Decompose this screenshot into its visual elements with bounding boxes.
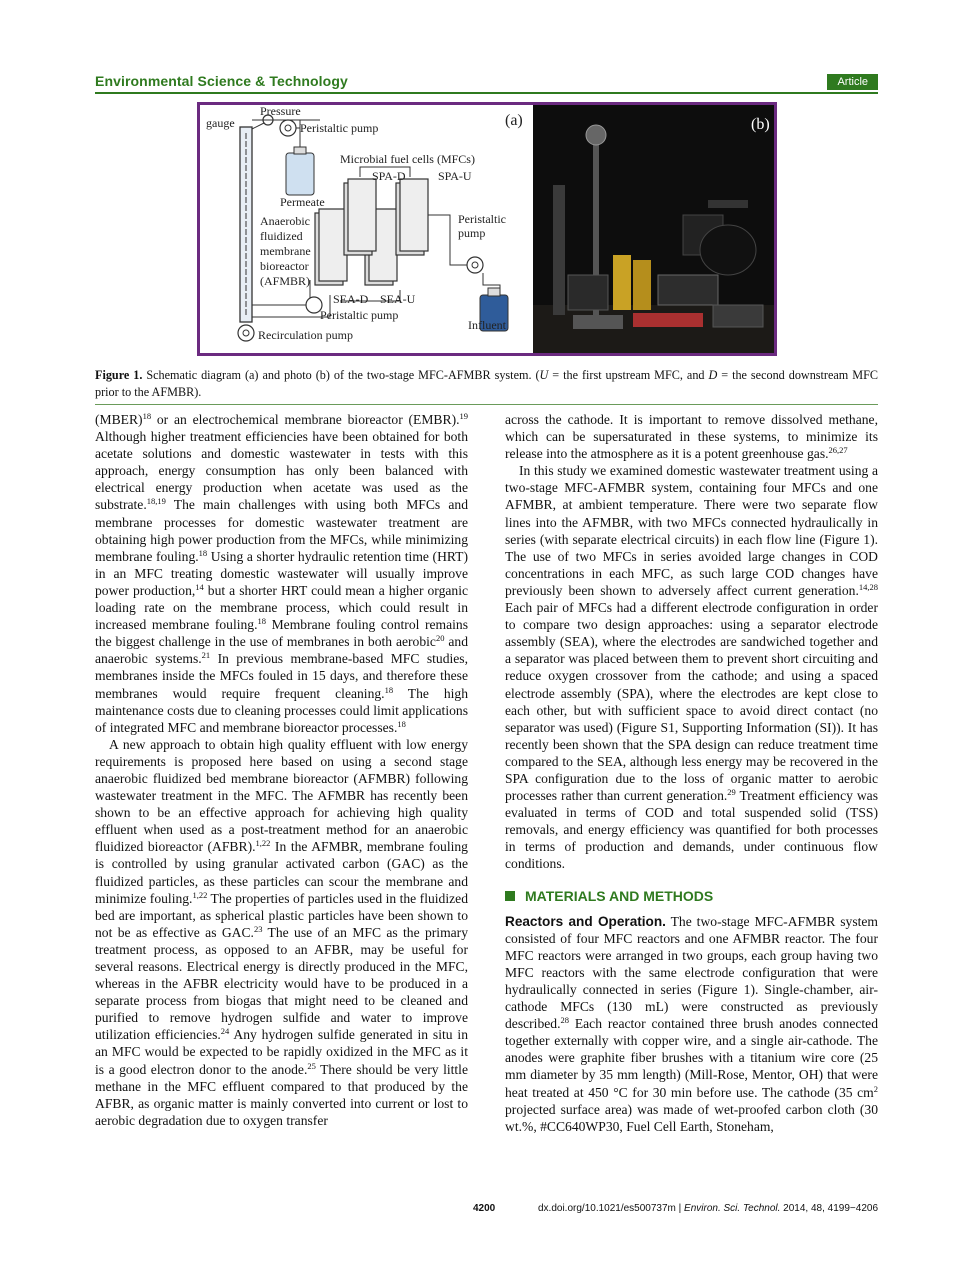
paragraph: Reactors and Operation. The two-stage MFC-AFMBR system consisted of four MFC reactors and one AFMBR reactor. The four MFC reactors were arranged in two groups, each group having two MFC reactors with the same electrode configuration that were hydraulically connected in series (Figure 1). Single-chamber, air-cathode MFCs (130 mL) were constructed as previously described.$^{28}$ Each reactor contained three brush anodes connected together externally with copper wire, and a single air-cathode. The anodes were graphite fiber brushes with a titanium wire core (25 mm diameter by 35 mm length) (Mill-Rose, Mentor, OH) that were heat treated at 450 °C for 30 min before use. The cathode (35 $cm^2$ projected surface area) was made of wet-proofed carbon cloth (30 wt.%, #CC640WP30, Fuel Cell Earth, Stoneham, bbox=[505, 913, 878, 1134]
figure-1 bbox=[197, 102, 777, 356]
body-column-right bbox=[505, 411, 878, 1135]
svg-text:(b): (b) bbox=[751, 116, 770, 133]
svg-text:fluidized: fluidized bbox=[260, 229, 303, 243]
body-column-left bbox=[95, 411, 468, 1129]
figure-caption: Figure 1. Schematic diagram (a) and photo (b) of the two-stage MFC-AFMBR system. (U = the first upstream MFC, and D = the second downstream MFC prior to the AFMBR). bbox=[95, 368, 878, 399]
svg-text:pump: pump bbox=[458, 226, 486, 240]
svg-text:Microbial fuel cells (MFCs): Microbial fuel cells (MFCs) bbox=[340, 152, 475, 166]
header-rule bbox=[95, 92, 878, 94]
paragraph: (MBER)$^{18}$ or an electrochemical membrane bioreactor (EMBR).$^{19}$ Although higher treatment efficiencies have been obtained for both acetate solutions and domestic wastewater in tests with this approach, energy consumption has only been balanced with electrical energy production when acetate was used as the substrate.$^{18,19}$ The main challenges with using both MFCs and membrane processes for domestic wastewater treatment are obtaining high power production from the MFCs, while minimizing membrane fouling.$^{18}$ Using a shorter hydraulic retention time (HRT) in an MFC treating domestic wastewater will usually improve power production,$^{14}$ but a shorter HRT could mean a higher organic loading rate on the membrane process, which could result in increased membrane fouling.$^{18}$ Membrane fouling control remains the biggest challenge in the use of membranes in both aerobic$^{20}$ and anaerobic systems.$^{21}$ In previous membrane-based MFC studies, membranes inside the MFCs fouled in 15 days, and therefore these membranes would require frequent cleaning.$^{18}$ The high maintenance costs due to cleaning processes could limit applications of integrated MFC and membrane bioreactor processes.$^{18}$ bbox=[95, 411, 469, 735]
svg-text:gauge: gauge bbox=[206, 116, 235, 130]
section-square-icon bbox=[505, 891, 515, 901]
svg-text:(AFMBR): (AFMBR) bbox=[260, 274, 311, 288]
svg-text:SPA-U: SPA-U bbox=[438, 169, 472, 183]
svg-text:Permeate: Permeate bbox=[280, 195, 325, 209]
paragraph: across the cathode. It is important to remove dissolved methane, which can be supersaturated in these systems, to minimize its release into the atmosphere as it is a potent greenhouse gas.$^{26,27}$ bbox=[505, 412, 878, 462]
page-number: 4200 bbox=[473, 1203, 496, 1214]
journal-title: Environmental Science & Technology bbox=[95, 73, 348, 89]
svg-text:SEA-U: SEA-U bbox=[380, 292, 416, 306]
schematic-panel-a bbox=[200, 105, 533, 353]
svg-text:Peristaltic pump: Peristaltic pump bbox=[320, 308, 399, 322]
paragraph: A new approach to obtain high quality effluent with low energy requirements is proposed here based on using a second stage anaerobic fluidized bed membrane bioreactor (AFMBR) following wastewater treatment in the MFC. The AFMBR has recently been shown to be an effective approach for achieving high quality effluent when used as a post-treatment method for an anaerobic fluidized bioreactor (AFBR).$^{1,22}$ In the AFMBR, membrane fouling is controlled by using granular activated carbon (GAC) as the fluidized particles, as these particles can scour the membrane and minimize fouling.$^{1,22}$ The properties of particles used in the fluidized bed are important, as spherical plastic particles have been shown to not be as effective as GAC.$^{23}$ The use of an MFC as the primary treatment process, as opposed to an AFBR, may be useful for several reasons. Electrical energy is directly produced in the MFC, whereas in the AFBR electricity would have to be produced in a separate process from biogas that might need to be cleaned and purified to remove hydrogen sulfide and water to improve utilization efficiencies.$^{24}$ Any hydrogen sulfide generated in situ in an MFC would be expected to be rapidly oxidized in the MFC as it is a good electron donor to the anode.$^{25}$ There should be very little methane in the MFC effluent compared to that produced by the AFBR, as organic matter is mainly converted into current or lost to aerobic degradation due to oxygen transfer bbox=[95, 736, 469, 1128]
svg-text:Pressure: Pressure bbox=[260, 105, 301, 118]
svg-text:membrane: membrane bbox=[260, 244, 311, 258]
permeate-bottle bbox=[286, 153, 314, 195]
photo-panel-b bbox=[533, 105, 774, 353]
paragraph: In this study we examined domestic wastewater treatment using a two-stage MFC-AFMBR system, containing four MFCs and one AFMBR, at ambient temperature. There were two separate flow lines into the AFMBR, with two MFCs connected hydraulically in series (with separate electrical circuits) in each flow line (Figure 1). The use of two MFCs in series avoided large changes in COD concentrations in each MFC, as such large COD changes have previously been shown to adversely affect current generation.$^{14,28}$ Each pair of MFCs had a different electrode configuration in order to compare two design approaches: using a separator electrode assembly (SEA), where the electrodes are sandwiched together and a separator was placed between them to prevent short circuiting and reduce oxygen crossover from the cathode; and using a spaced electrode assembly (SPA), where the electrodes are kept close to each other, but with sufficient space to avoid direct contact (no separator was used) (Figure S1, Supporting Information (SI)). It has recently been shown that the SPA design can reduce treatment time compared to the SEA, although less energy may be recovered in the SPA configuration due to the loss of organic matter to aerobic processes rather than current generation.$^{29}$ Treatment efficiency was evaluated in terms of COD and total suspended solid (TSS) removals, and energy efficiency was quantified for both processes in terms of production and demands, under continuous flow conditions. bbox=[505, 463, 878, 872]
svg-text:Anaerobic: Anaerobic bbox=[260, 214, 310, 228]
svg-text:Peristaltic: Peristaltic bbox=[458, 212, 506, 226]
caption-rule bbox=[95, 404, 878, 405]
svg-text:Recirculation pump: Recirculation pump bbox=[258, 328, 353, 342]
svg-text:Influent: Influent bbox=[468, 318, 506, 332]
svg-text:bioreactor: bioreactor bbox=[260, 259, 309, 273]
svg-text:Peristaltic pump: Peristaltic pump bbox=[300, 121, 379, 135]
article-type-badge: Article bbox=[827, 74, 878, 90]
svg-text:SEA-D: SEA-D bbox=[333, 292, 369, 306]
citation-line: dx.doi.org/10.1021/es500737m | Environ. Sci. Technol. 2014, 48, 4199−4206 bbox=[538, 1203, 878, 1214]
section-heading: MATERIALS AND METHODS bbox=[505, 888, 878, 905]
svg-text:(a): (a) bbox=[505, 112, 523, 129]
svg-text:SPA-D: SPA-D bbox=[372, 169, 406, 183]
